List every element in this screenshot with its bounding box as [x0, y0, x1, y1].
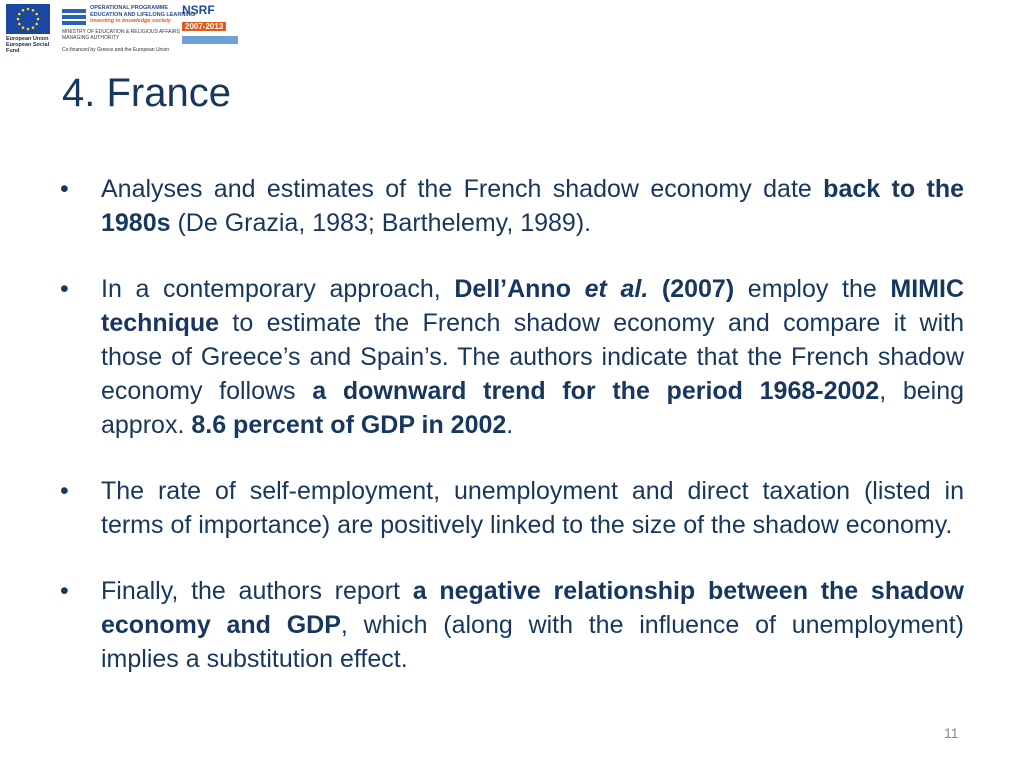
nsrf-title: NSRF [182, 3, 215, 17]
bullet-icon: • [60, 577, 69, 605]
bullet-icon: • [60, 477, 69, 505]
logo-bar [0, 0, 260, 58]
bullet-icon: • [60, 175, 69, 203]
cofinanced-text: Co-financed by Greece and the European Union [62, 47, 170, 53]
slide-title: 4. France [62, 71, 231, 115]
bullet-item: • In a contemporary approach, Dell’Anno et al. (2007) employ the MIMIC technique to estimate the French shadow economy and compare it with those of Greece’s and Spain’s. The authors indicate that the French shadow economy follows a downward trend for the period 1968-2002, being approx. 8.6 percent of GDP in 2002. [60, 272, 964, 442]
page-number: 11 [944, 725, 959, 741]
nsrf-years: 2007-2013 [182, 22, 226, 31]
nsrf-logo [182, 4, 242, 44]
eu-logo [6, 4, 52, 54]
eu-flag-icon [6, 4, 50, 34]
programme-logo [60, 3, 196, 55]
bullet-item: • Finally, the authors report a negative relationship between the shadow economy and GDP, which (along with the influence of unemployment) implies a substitution effect. [60, 574, 964, 676]
bullet-icon: • [60, 275, 69, 303]
bullet-item: • Analyses and estimates of the French shadow economy date back to the 1980s (De Grazia, 1983; Barthelemy, 1989). [60, 172, 964, 240]
eu-logo-text: European Union European Social Fund [6, 36, 50, 54]
programme-title: OPERATIONAL PROGRAMME EDUCATION AND LIFELONG LEARNING investing in knowledge society [90, 5, 196, 24]
ministry-text: MINISTRY OF EDUCATION & RELIGIOUS AFFAIRS MANAGING AUTHORITY [62, 29, 180, 41]
bullet-item: • The rate of self-employment, unemployment and direct taxation (listed in terms of importance) are positively linked to the size of the shadow economy. [60, 474, 964, 542]
bullet-list [60, 172, 964, 708]
book-icon [62, 7, 86, 27]
nsrf-bar [182, 36, 238, 44]
